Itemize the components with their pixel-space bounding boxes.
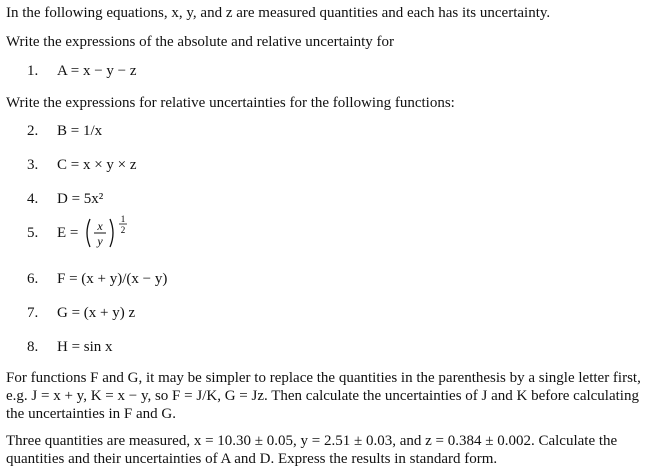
item-number: 3.: [27, 157, 39, 173]
section-2-heading: Write the expressions for relative uncertainties for the following functions:: [6, 95, 455, 111]
equation-B: B = 1/x: [57, 123, 103, 139]
item-number: 2.: [27, 123, 39, 139]
intro-line-2: Write the expressions of the absolute and relative uncertainty for: [6, 34, 395, 50]
equation-item-8: [27, 338, 113, 356]
instruction-paragraph-2: Three quantities are measured, x = 10.30 ± 0.05, y = 2.51 ± 0.03, and z = 0.384 ± 0.002. Calculate the quantities and their uncertainties of A and D. Express the results in standard form.: [6, 433, 618, 467]
right-paren: [110, 219, 113, 247]
equation-item-6: [27, 270, 167, 288]
equation-item-5: [27, 224, 78, 242]
equation-D: D = 5x²: [57, 191, 104, 207]
left-paren: [87, 219, 90, 247]
equation-E-fraction: [84, 213, 134, 253]
intro-line-1: In the following equations, x, y, and z are measured quantities and each has its uncertainty.: [6, 5, 551, 21]
item-number: 7.: [27, 305, 39, 321]
equation-C: C = x × y × z: [57, 157, 137, 173]
item-number: 8.: [27, 339, 39, 355]
item-number: 5.: [27, 225, 39, 241]
equation-item-2: [27, 122, 102, 140]
equation-item-1: [27, 62, 137, 80]
equation-F: F = (x + y)/(x − y): [57, 271, 168, 287]
equation-G: G = (x + y) z: [57, 305, 136, 321]
exponent-numerator: 1: [120, 214, 126, 224]
equation-E-lhs: E =: [57, 225, 79, 241]
exponent-denominator: 2: [120, 225, 126, 235]
equation-A: A = x − y − z: [57, 63, 137, 79]
item-number: 6.: [27, 271, 39, 287]
instruction-paragraph-1: For functions F and G, it may be simpler to replace the quantities in the parenthesis by a single letter first, e.g. J = x + y, K = x − y, so F = J/K, G = Jz. Then calculate the uncertainties of J and K before calculating the uncertainties in F and G.: [6, 370, 641, 422]
item-number: 1.: [27, 63, 39, 79]
equation-item-3: [27, 156, 137, 174]
fraction-denominator: y: [97, 234, 103, 248]
equation-item-4: [27, 190, 103, 208]
fraction-numerator: x: [97, 219, 103, 233]
item-number: 4.: [27, 191, 39, 207]
equation-H: H = sin x: [57, 339, 113, 355]
equation-item-7: [27, 304, 135, 322]
